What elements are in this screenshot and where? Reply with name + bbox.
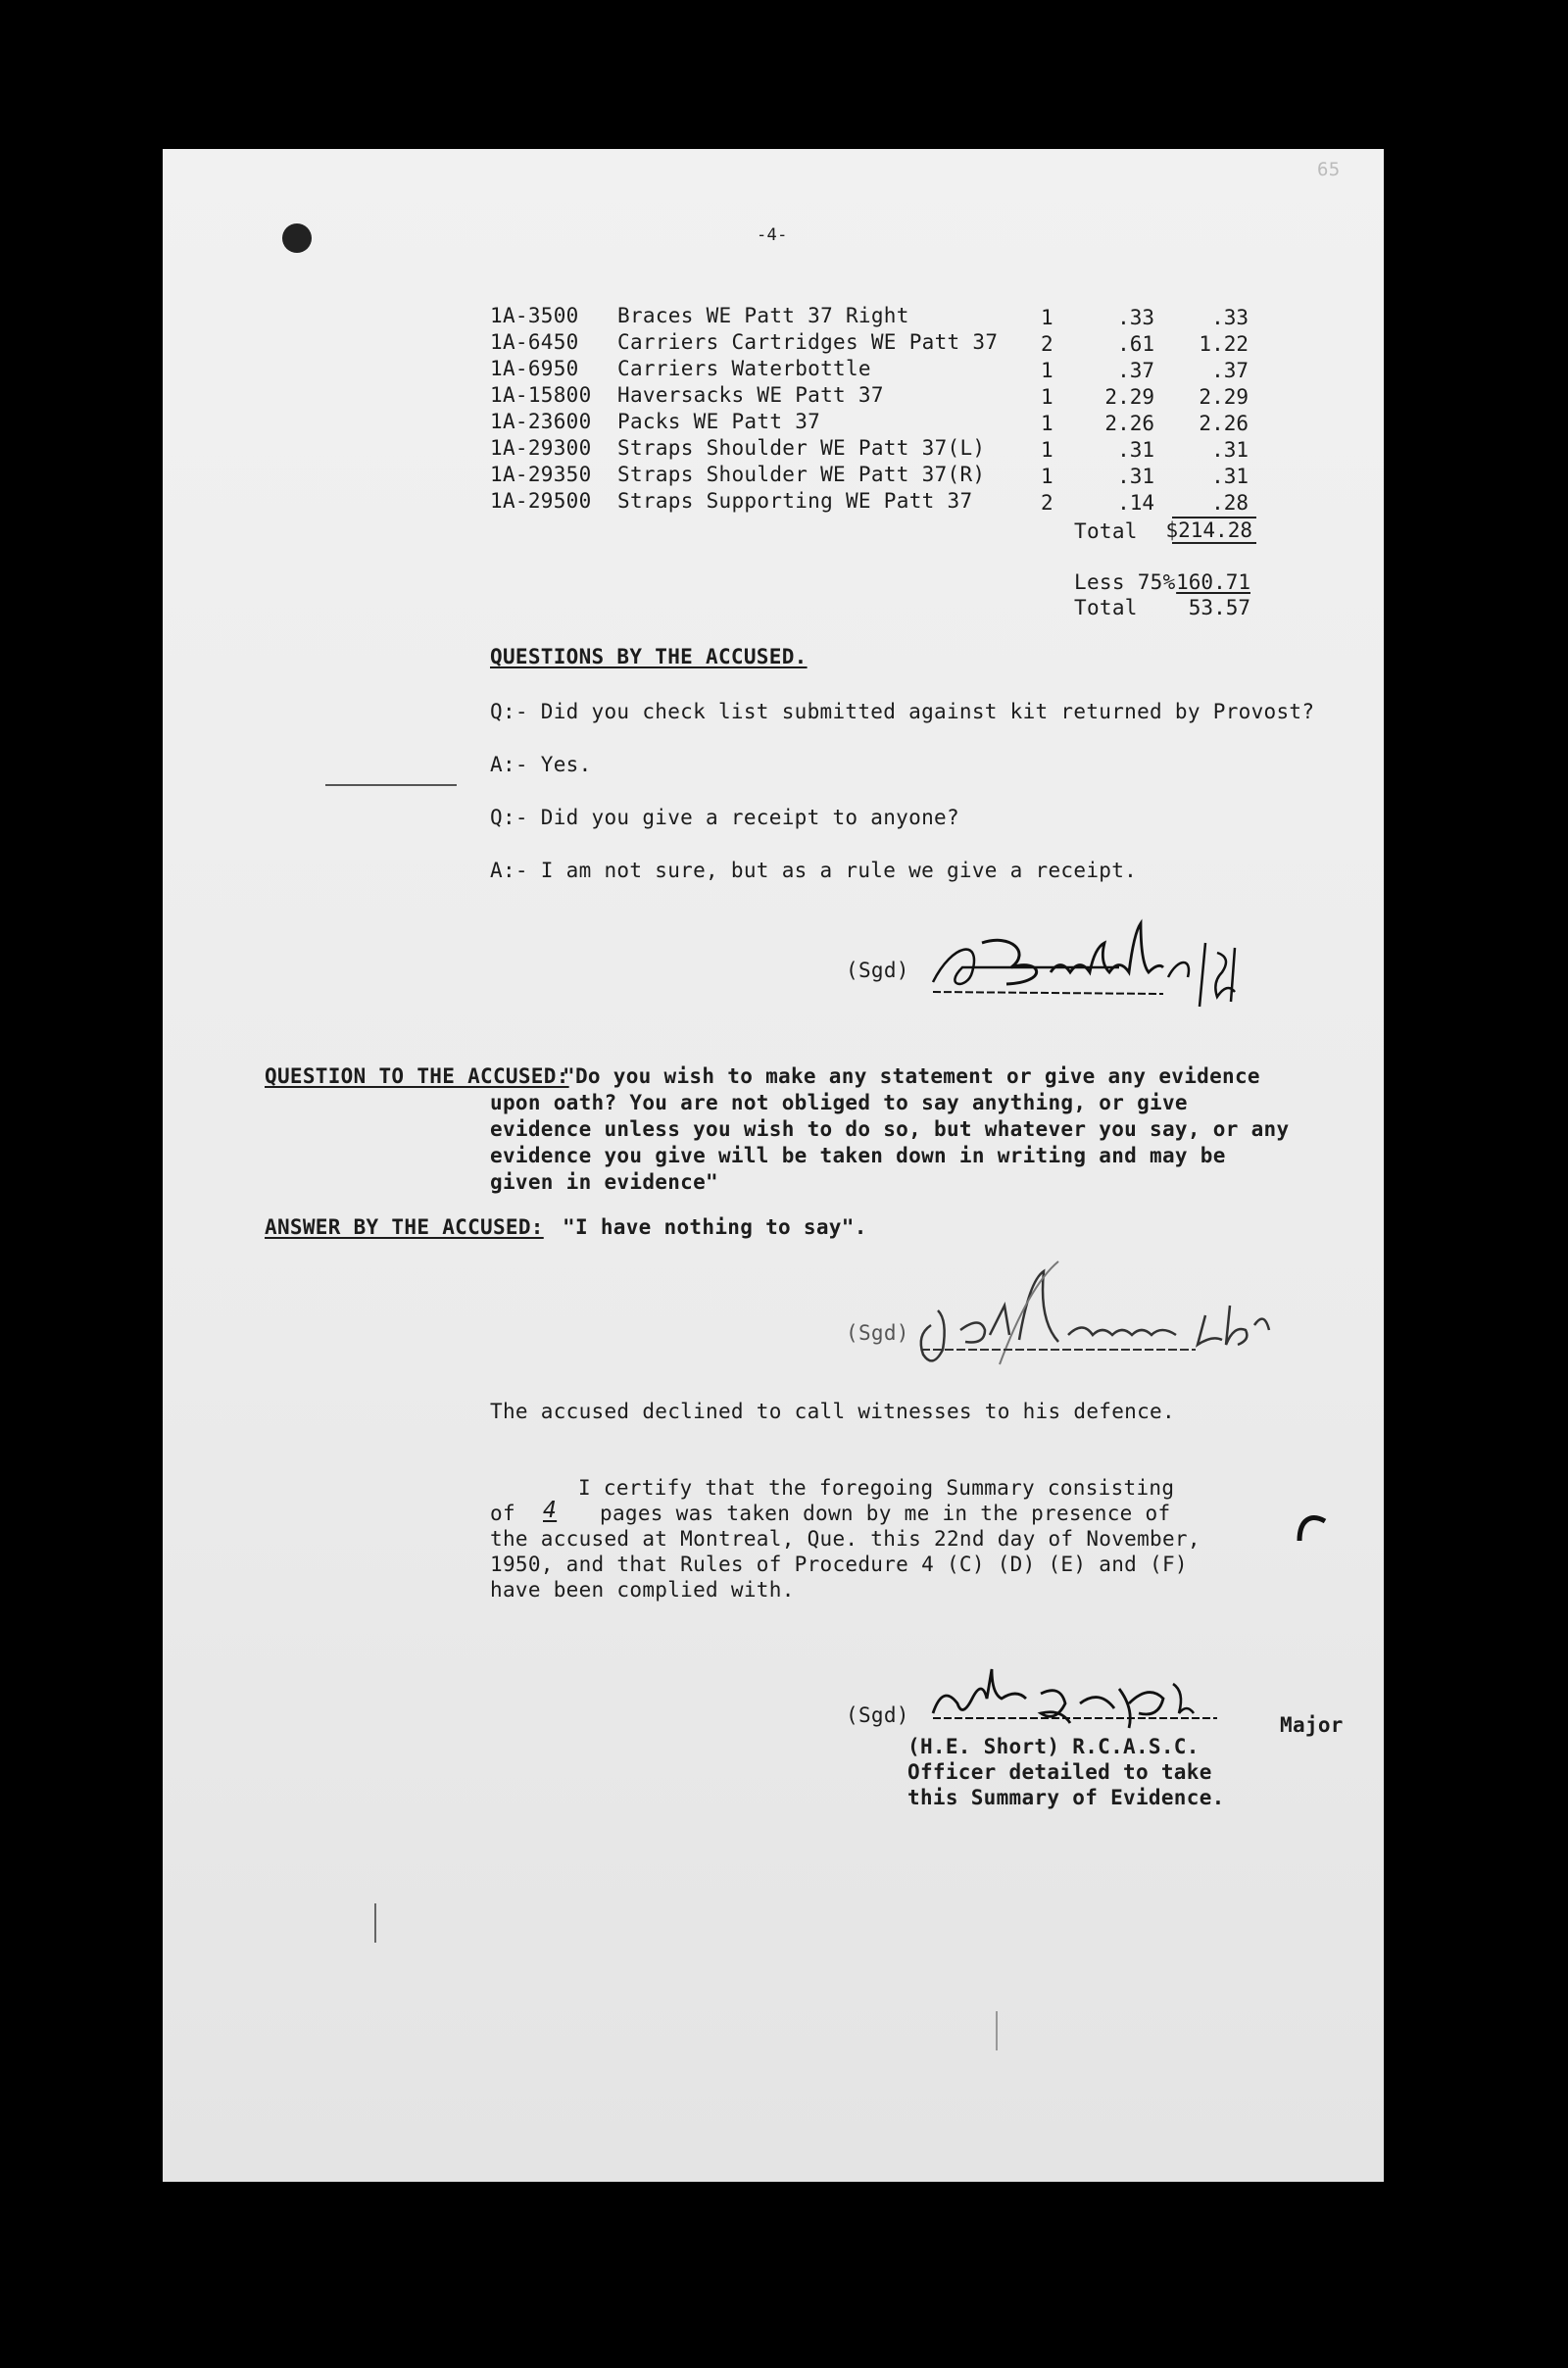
item-code: 1A-6450 [490, 330, 579, 354]
item-code: 1A-23600 [490, 410, 592, 433]
item-desc: Braces WE Patt 37 Right [617, 304, 909, 327]
item-desc: Straps Shoulder WE Patt 37(R) [617, 463, 986, 486]
questions-heading: QUESTIONS BY THE ACCUSED. [490, 645, 808, 668]
question-1: Q:- Did you check list submitted against kit returned by Provost? [490, 700, 1315, 723]
item-unit: .14 [1117, 491, 1154, 515]
caution-line-3: evidence unless you wish to do so, but whatever you say, or any [490, 1117, 1290, 1141]
certificate-of: of [490, 1502, 515, 1525]
caution-line-5: given in evidence" [490, 1170, 718, 1194]
corner-page-number: 65 [1317, 159, 1341, 180]
certificate-pages-text: pages was taken down by me in the presence of [600, 1502, 1171, 1525]
item-desc: Straps Shoulder WE Patt 37(L) [617, 436, 986, 460]
item-unit: .37 [1117, 359, 1154, 382]
item-qty: 2 [1041, 491, 1054, 515]
item-desc: Carriers Waterbottle [617, 357, 871, 380]
item-desc: Haversacks WE Patt 37 [617, 383, 884, 407]
item-qty: 1 [1041, 412, 1054, 435]
item-code: 1A-15800 [490, 383, 592, 407]
answer-by-accused-label: ANSWER BY THE ACCUSED: [265, 1215, 544, 1239]
item-qty: 1 [1041, 359, 1054, 382]
item-code: 1A-6950 [490, 357, 579, 380]
caution-line-1: "Do you wish to make any statement or give any evidence [563, 1064, 1260, 1088]
item-amount: .37 [1211, 359, 1249, 382]
item-desc: Packs WE Patt 37 [617, 410, 821, 433]
item-desc: Straps Supporting WE Patt 37 [617, 489, 973, 513]
certificate-line-5: have been complied with. [490, 1578, 795, 1602]
item-unit: .33 [1117, 306, 1154, 329]
stray-mark [996, 2011, 998, 2050]
handwritten-signature-2 [892, 1257, 1323, 1394]
signer-title-line-3: this Summary of Evidence. [907, 1786, 1225, 1809]
question-to-accused-label: QUESTION TO THE ACCUSED: [265, 1064, 569, 1088]
net-value: 53.57 [1188, 596, 1250, 619]
total-double-rule [1172, 542, 1256, 544]
punch-hole [282, 223, 312, 253]
item-amount: .31 [1211, 438, 1249, 462]
sgd-label-2: (Sgd) [846, 1321, 909, 1345]
handwritten-signature-3 [923, 1664, 1256, 1743]
item-unit: .31 [1117, 465, 1154, 488]
signer-title-line-2: Officer detailed to take [907, 1760, 1212, 1784]
item-amount: .33 [1211, 306, 1249, 329]
answer-1: A:- Yes. [490, 753, 592, 776]
item-code: 1A-29350 [490, 463, 592, 486]
less-value: 160.71 [1176, 570, 1250, 594]
item-amount: 2.26 [1199, 412, 1249, 435]
item-qty: 1 [1041, 465, 1054, 488]
total-label: Total [1074, 519, 1138, 543]
signer-rank: Major [1280, 1713, 1344, 1737]
margin-dash [325, 784, 457, 786]
certificate-line-4: 1950, and that Rules of Procedure 4 (C) (D) (E) and (F) [490, 1553, 1188, 1576]
sgd-label-3: (Sgd) [846, 1703, 909, 1727]
item-amount: .31 [1211, 465, 1249, 488]
item-code: 1A-3500 [490, 304, 579, 327]
item-qty: 1 [1041, 306, 1054, 329]
net-label: Total [1074, 596, 1138, 619]
item-unit: .61 [1117, 332, 1154, 356]
question-2: Q:- Did you give a receipt to anyone? [490, 806, 959, 829]
answer-2: A:- I am not sure, but as a rule we give a receipt. [490, 859, 1138, 882]
item-desc: Carriers Cartridges WE Patt 37 [617, 330, 999, 354]
item-code: 1A-29300 [490, 436, 592, 460]
item-qty: 1 [1041, 438, 1054, 462]
answer-by-accused-text: "I have nothing to say". [563, 1215, 867, 1239]
sgd-label-1: (Sgd) [846, 959, 909, 982]
certificate-line-1: I certify that the foregoing Summary consisting [578, 1476, 1175, 1500]
item-unit: 2.26 [1104, 412, 1154, 435]
item-code: 1A-29500 [490, 489, 592, 513]
item-qty: 2 [1041, 332, 1054, 356]
item-unit: 2.29 [1104, 385, 1154, 409]
stray-mark [374, 1903, 376, 1943]
item-qty: 1 [1041, 385, 1054, 409]
less-label: Less 75% [1074, 570, 1176, 594]
page-marker: -4- [757, 225, 788, 245]
item-amount: 1.22 [1199, 332, 1249, 356]
document-page [163, 149, 1384, 2182]
total-value: $214.28 [1165, 518, 1252, 542]
handwritten-signature-1 [923, 913, 1335, 1011]
declined-statement: The accused declined to call witnesses to his defence. [490, 1400, 1175, 1423]
signer-name: (H.E. Short) R.C.A.S.C. [907, 1735, 1200, 1758]
item-unit: .31 [1117, 438, 1154, 462]
caution-line-2: upon oath? You are not obliged to say anything, or give [490, 1091, 1188, 1114]
certificate-line-3: the accused at Montreal, Que. this 22nd day of November, [490, 1527, 1200, 1551]
caution-line-4: evidence you give will be taken down in writing and may be [490, 1144, 1226, 1167]
margin-mark [1294, 1507, 1333, 1547]
item-amount: 2.29 [1199, 385, 1249, 409]
item-amount: .28 [1211, 491, 1249, 515]
pages-count: 4 [543, 1498, 558, 1523]
